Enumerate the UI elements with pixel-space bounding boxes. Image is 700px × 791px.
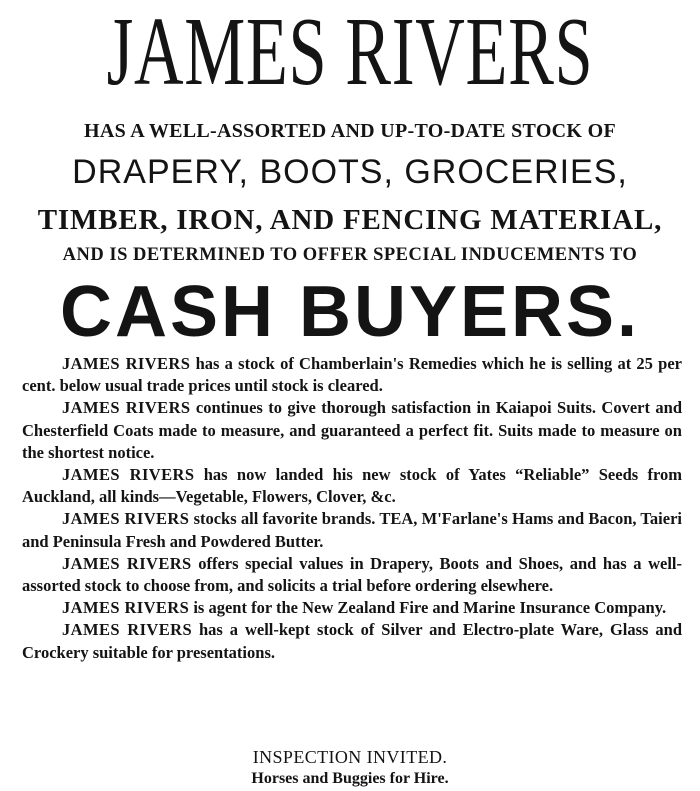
inspection-invited: INSPECTION INVITED. — [252, 747, 448, 767]
advert-body — [22, 353, 682, 664]
paragraph-text: is agent for the New Zealand Fire and Marine Insurance Company. — [193, 598, 667, 618]
cash-buyers-banner: CASH BUYERS. — [59, 272, 641, 352]
subheading-drapery: DRAPERY, BOOTS, GROCERIES, — [72, 153, 628, 191]
subheading-timber: TIMBER, IRON, AND FENCING MATERIAL, — [37, 204, 663, 236]
headline: JAMES RIVERS — [106, 0, 594, 106]
paragraph-name: JAMES RIVERS — [62, 398, 191, 418]
paragraph-name: JAMES RIVERS — [62, 354, 191, 373]
paragraph — [22, 508, 682, 552]
paragraph-text: offers special values in Drapery, Boots and Shoes, and has a well-assorted stock to choose from, and solicits a trial before ordering elsewhere. — [22, 553, 682, 596]
paragraph-name: JAMES RIVERS — [62, 553, 192, 573]
subheading-stock: HAS A WELL-ASSORTED AND UP-TO-DATE STOCK OF — [84, 120, 616, 142]
horses-for-hire: Horses and Buggies for Hire. — [251, 770, 449, 787]
paragraph — [22, 619, 682, 663]
paragraph-text: has a stock of Chamberlain's Remedies which he is selling at 25 per cent. below usual trade prices until stock is cleared. — [22, 354, 683, 396]
paragraph — [22, 553, 682, 597]
paragraph-name: JAMES RIVERS — [62, 465, 195, 485]
paragraph-text: stocks all favorite brands. TEA, M'Farlane's Hams and Bacon, Taieri and Peninsula Fresh and Powdered Butter. — [22, 509, 682, 551]
paragraph — [22, 397, 682, 464]
paragraph-text: has a well-kept stock of Silver and Electro-plate Ware, Glass and Crockery suitable for presentations. — [22, 620, 682, 662]
paragraph-name: JAMES RIVERS — [62, 620, 193, 640]
paragraph — [22, 353, 682, 397]
paragraph-text: has now landed his new stock of Yates “Reliable” Seeds from Auckland, all kinds—Vegetable, Flowers, Clover, &c. — [22, 465, 683, 507]
paragraph — [22, 597, 682, 619]
paragraph — [22, 464, 682, 508]
paragraph-name: JAMES RIVERS — [62, 598, 190, 618]
paragraph-name: JAMES RIVERS — [62, 509, 190, 529]
subheading-inducements: AND IS DETERMINED TO OFFER SPECIAL INDUCEMENTS TO — [62, 245, 638, 265]
paragraph-text: continues to give thorough satisfaction in Kaiapoi Suits. Covert and Chesterfield Coats made to measure, and guaranteed a perfect fit. Suits made to measure on the shortest notice. — [22, 398, 682, 462]
